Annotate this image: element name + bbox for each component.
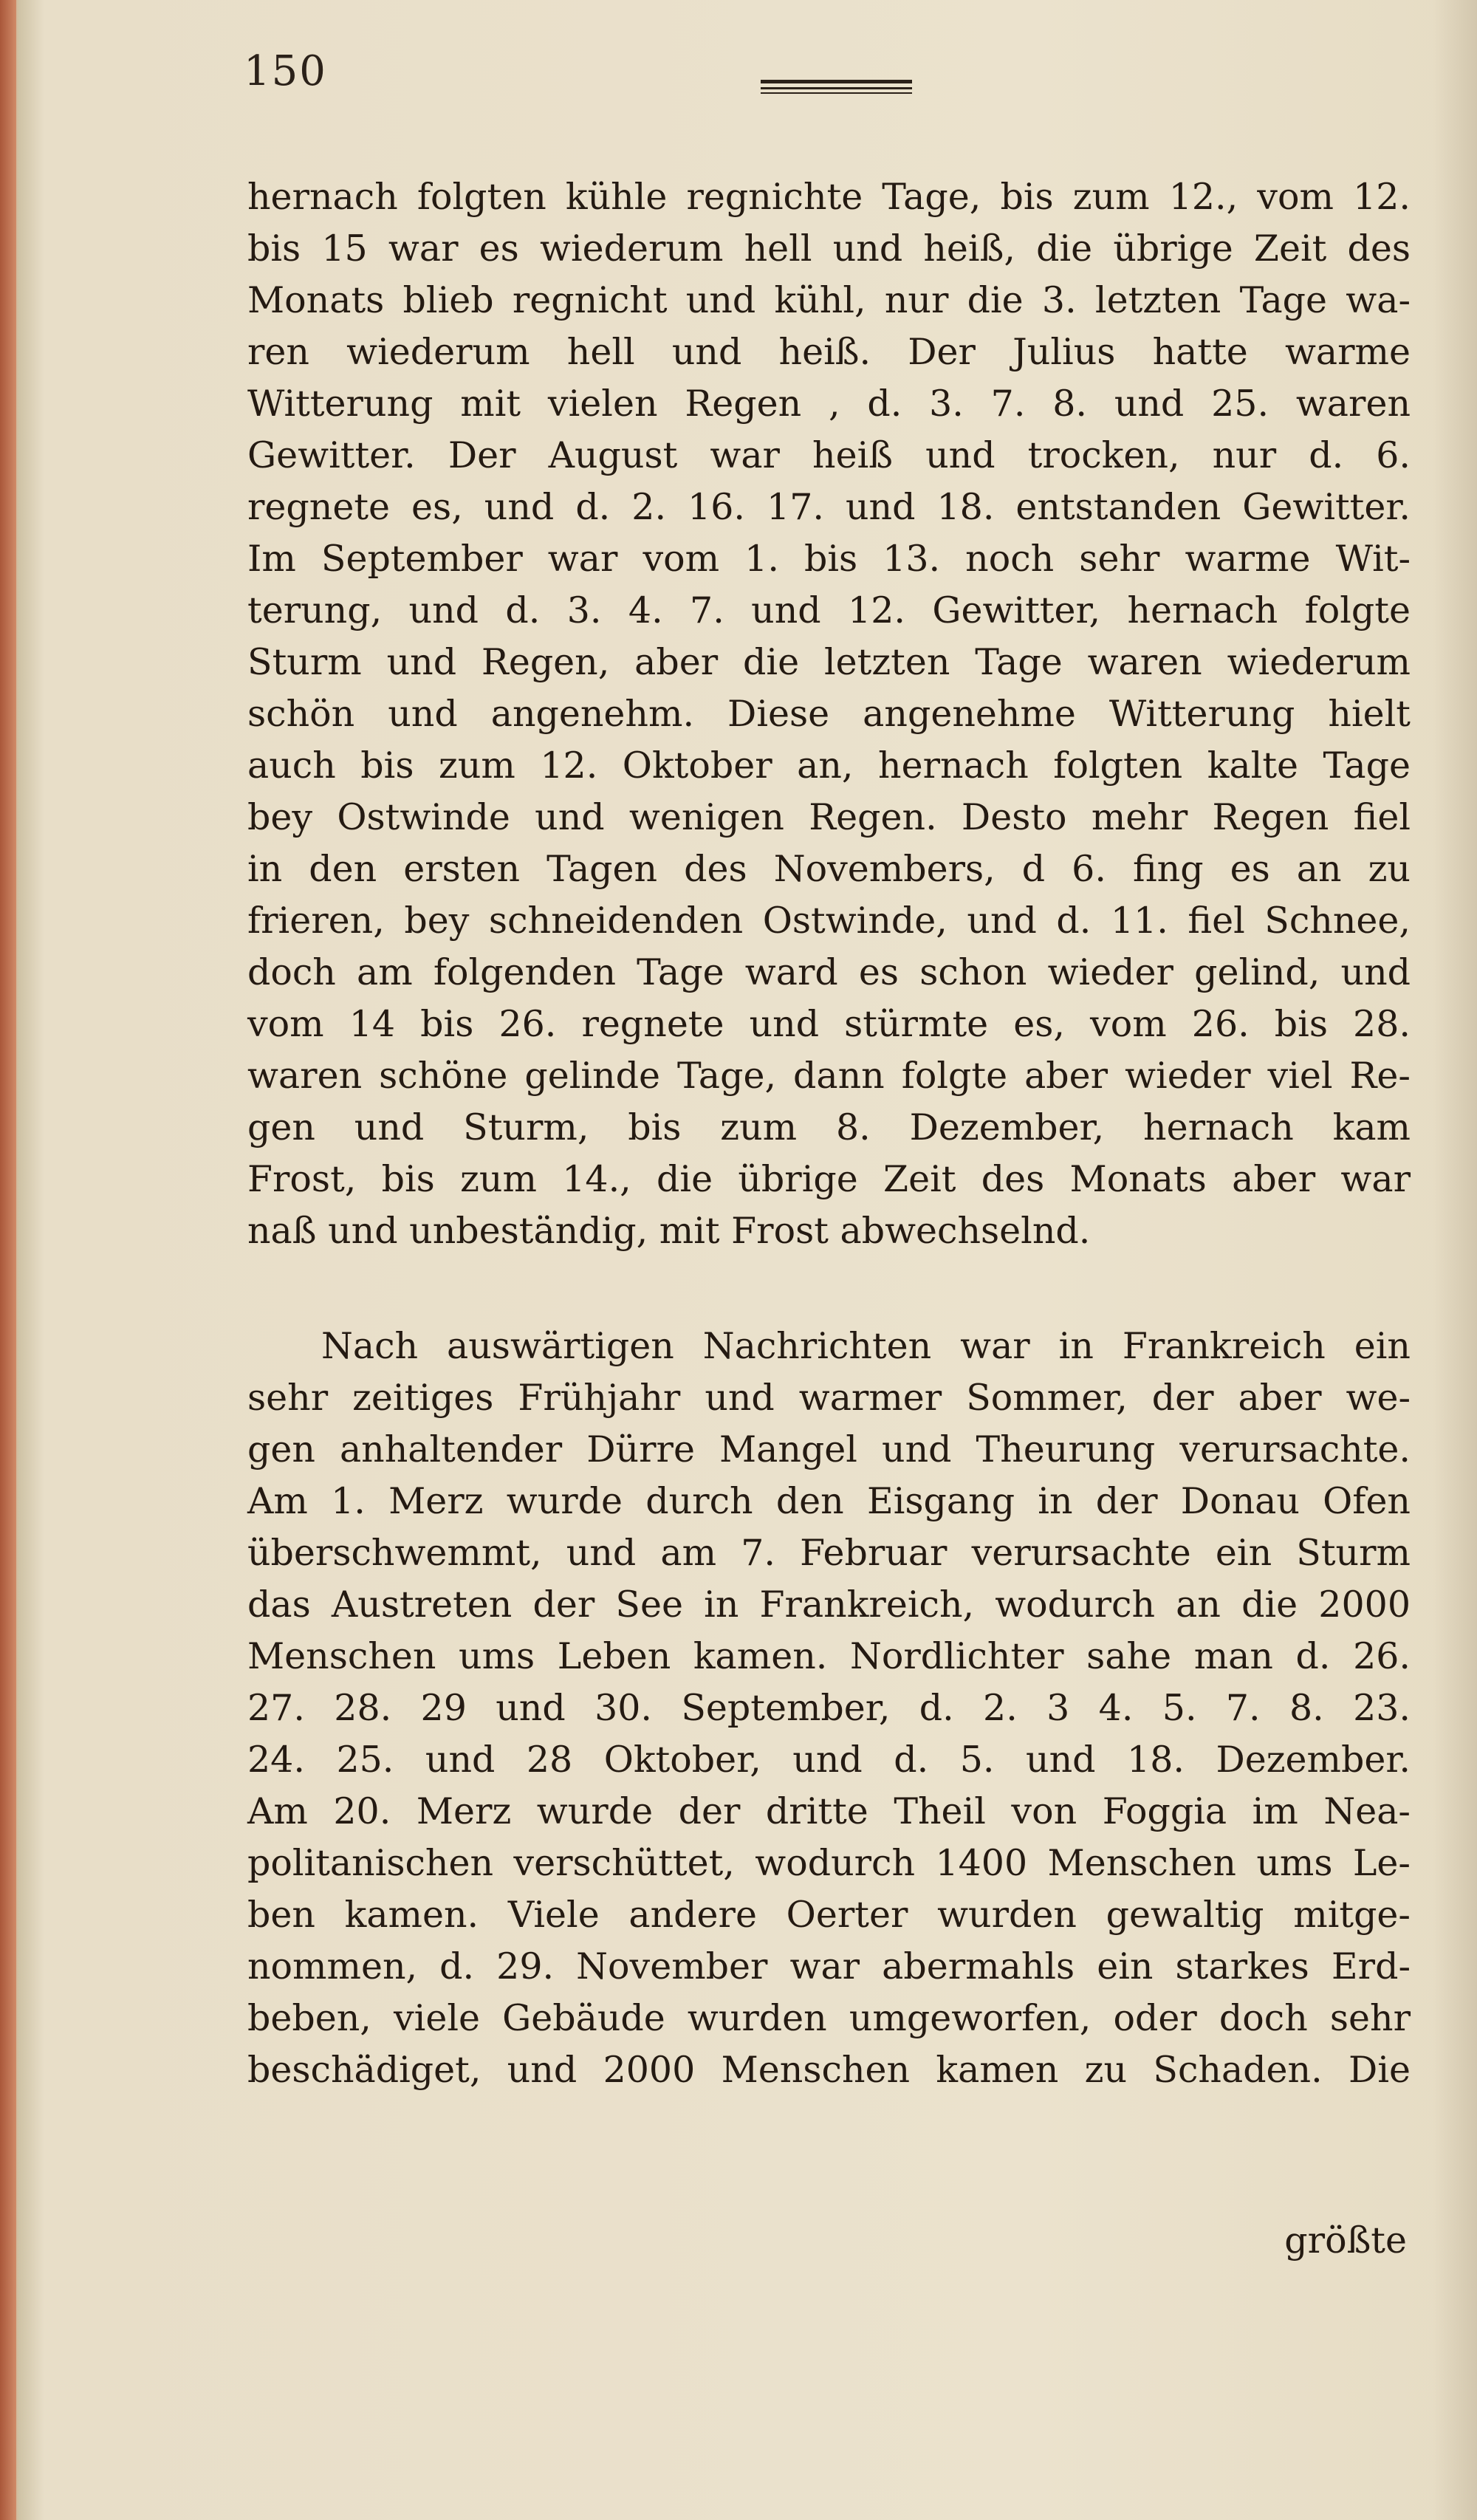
text-line: sehr zeitiges Frühjahr und warmer Sommer, der aber we- (247, 1377, 1411, 1419)
text-line: Frost, bis zum 14., die übrige Zeit des Monats aber war (247, 1158, 1411, 1200)
text-line: auch bis zum 12. Oktober an, hernach folgten kalte Tage (247, 744, 1411, 787)
text-line: Im September war vom 1. bis 13. noch sehr warme Wit- (247, 538, 1411, 580)
text-line: 24. 25. und 28 Oktober, und d. 5. und 18. Dezember. (247, 1739, 1411, 1781)
text-line: beben, viele Gebäude wurden umgeworfen, oder doch sehr (247, 1997, 1411, 2039)
text-line: nommen, d. 29. November war abermahls ein starkes Erd- (247, 1945, 1411, 1987)
text-line: politanischen verschüttet, wodurch 1400 Menschen ums Le- (247, 1842, 1411, 1884)
header-rule (761, 80, 912, 96)
page-edge (0, 0, 16, 2520)
text-line: terung, und d. 3. 4. 7. und 12. Gewitter, hernach folgte (247, 589, 1411, 631)
text-line: Monats blieb regnicht und kühl, nur die 3. letzten Tage wa- (247, 279, 1411, 321)
text-line: schön und angenehm. Diese angenehme Witterung hielt (247, 693, 1411, 735)
text-line: ben kamen. Viele andere Oerter wurden gewaltig mitge- (247, 1894, 1411, 1936)
text-line: vom 14 bis 26. regnete und stürmte es, vom 26. bis 28. (247, 1003, 1411, 1045)
text-line: gen anhaltender Dürre Mangel und Theurung verursachte. (247, 1428, 1411, 1470)
catchword-visible: größte (1284, 2219, 1407, 2262)
text-line: beschädiget, und 2000 Menschen kamen zu Schaden. Die (247, 2049, 1411, 2091)
text-line: frieren, bey schneidenden Ostwinde, und d. 11. fiel Schnee, (247, 900, 1411, 942)
text-line: in den ersten Tagen des Novembers, d 6. fing es an zu (247, 848, 1411, 890)
text-line: waren schöne gelinde Tage, dann folgte aber wieder viel Re- (247, 1055, 1411, 1097)
paragraph-2 (247, 1321, 1411, 2096)
text-line: Sturm und Regen, aber die letzten Tage waren wiederum (247, 641, 1411, 683)
page-number: 150 (244, 47, 327, 95)
text-line: das Austreten der See in Frankreich, wodurch an die 2000 (247, 1583, 1411, 1626)
text-line: Gewitter. Der August war heiß und trocken, nur d. 6. (247, 434, 1411, 476)
text-line: regnete es, und d. 2. 16. 17. und 18. entstanden Gewitter. (247, 486, 1411, 528)
text-line: Menschen ums Leben kamen. Nordlichter sahe man d. 26. (247, 1635, 1411, 1677)
text-line: Witterung mit vielen Regen , d. 3. 7. 8. und 25. waren (247, 383, 1411, 425)
text-line: ren wiederum hell und heiß. Der Julius hatte warme (247, 331, 1411, 373)
text-line: Nach auswärtigen Nachrichten war in Frankreich ein (321, 1325, 1411, 1367)
text-line: Am 20. Merz wurde der dritte Theil von Foggia im Nea- (247, 1790, 1411, 1832)
text-line: bey Ostwinde und wenigen Regen. Desto mehr Regen fiel (247, 796, 1411, 838)
text-line: bis 15 war es wiederum hell und heiß, die übrige Zeit des (247, 227, 1411, 270)
text-line: doch am folgenden Tage ward es schon wieder gelind, und (247, 951, 1411, 993)
text-line: überschwemmt, und am 7. Februar verursachte ein Sturm (247, 1532, 1411, 1574)
text-line: hernach folgten kühle regnichte Tage, bis zum 12., vom 12. (247, 176, 1411, 218)
page-shadow (1433, 0, 1477, 2520)
paragraph-1 (247, 171, 1411, 1257)
text-line: gen und Sturm, bis zum 8. Dezember, hernach kam (247, 1106, 1411, 1148)
text-line: 27. 28. 29 und 30. September, d. 2. 3 4. 5. 7. 8. 23. (247, 1687, 1411, 1729)
text-line: naß und unbeständig, mit Frost abwechselnd. (247, 1210, 1091, 1252)
text-line: Am 1. Merz wurde durch den Eisgang in der Donau Ofen (247, 1480, 1411, 1522)
